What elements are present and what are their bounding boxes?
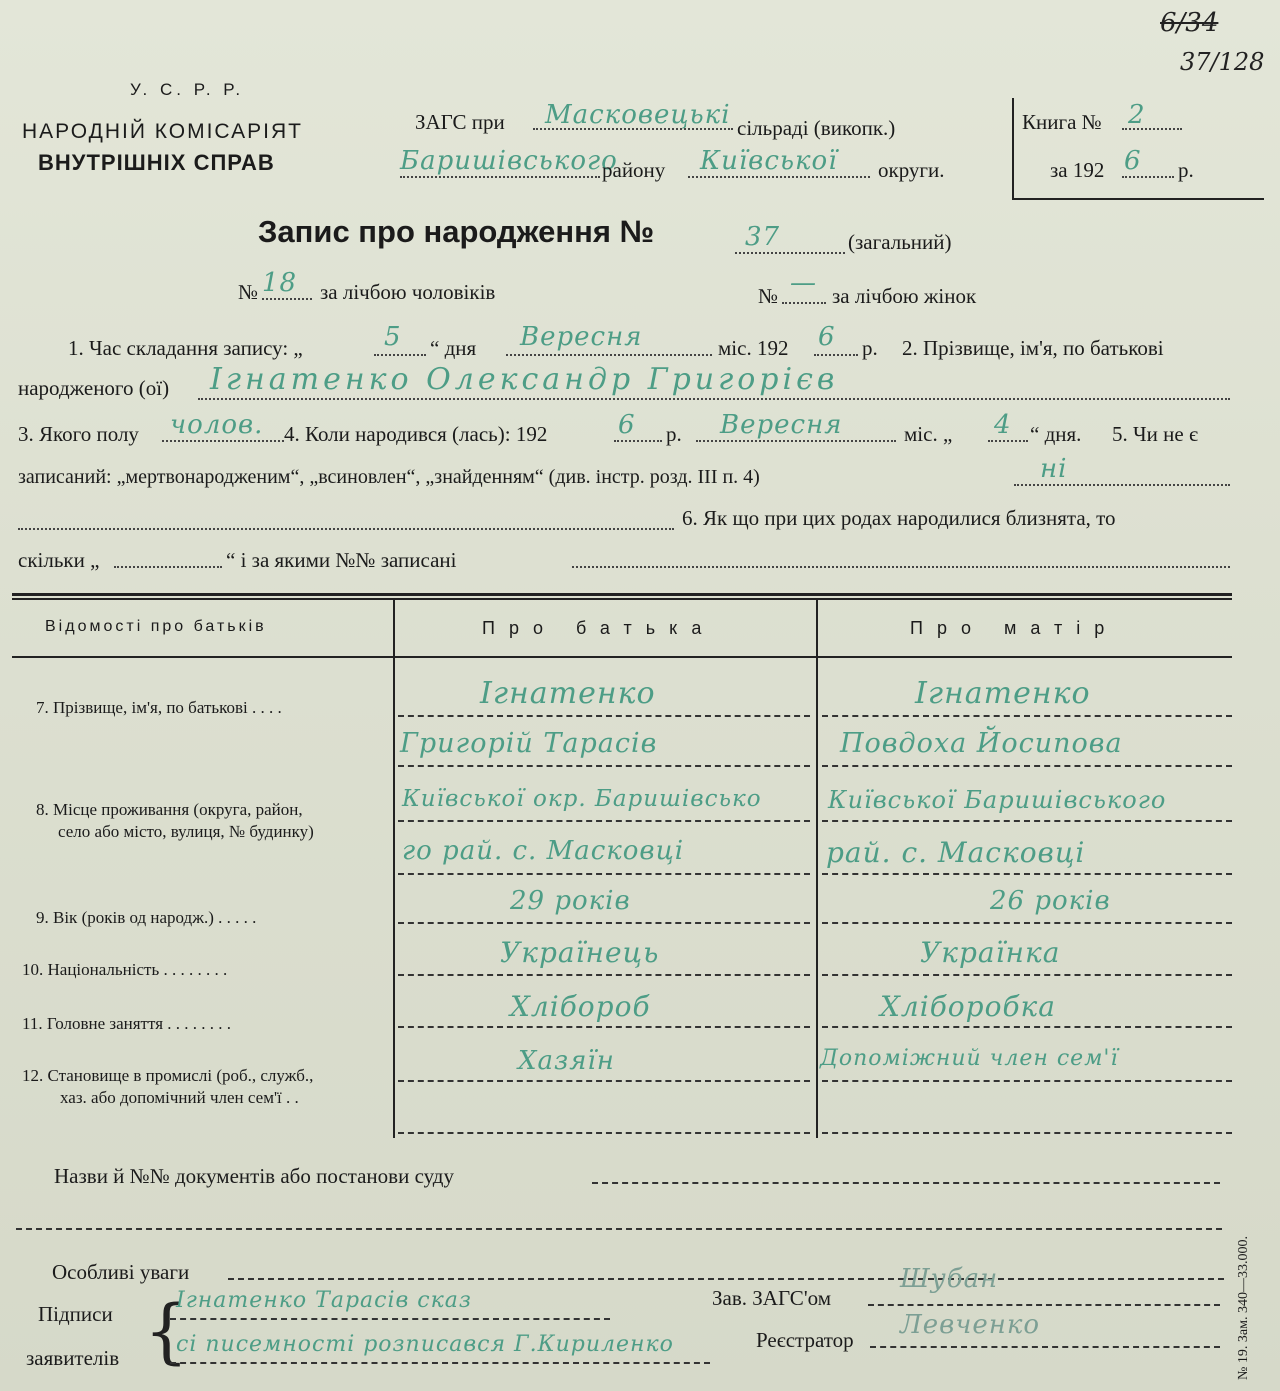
father-line-5 [398, 922, 810, 924]
book-label: Книга № [1022, 110, 1102, 134]
row8-label: 8. Місце проживання (округа, район, [36, 800, 303, 819]
item5-value: ні [1040, 454, 1068, 484]
mother-line-1 [822, 715, 1232, 717]
item4-month-line [696, 440, 896, 442]
item1-day-label: “ дня [430, 336, 477, 360]
item3-line [162, 440, 284, 442]
notes-line [228, 1278, 1224, 1280]
mother-residence-2: рай. с. Масковці [826, 836, 1086, 869]
row11-label: 11. Головне заняття . . . . . . . . [22, 1014, 232, 1033]
item1-label: 1. Час складання запису: „ [68, 336, 303, 360]
zags-head-line [868, 1304, 1220, 1306]
signature-line-1 [170, 1318, 610, 1320]
item1-year: 6 [818, 322, 836, 352]
archive-number-top: 6/34 [1160, 8, 1219, 38]
father-name-1: Ігнатенко [480, 676, 656, 711]
mother-line-4 [822, 873, 1232, 875]
item1-year-suffix: р. [862, 336, 878, 360]
zags-suffix: сільраді (викопк.) [737, 116, 896, 140]
item6-label: 6. Як що при цих родах народилися близнята, то [682, 506, 1116, 530]
record-title-suffix: (загальний) [848, 230, 952, 254]
item4-day: 4 [994, 410, 1012, 440]
registrar-label: Реєстратор [756, 1328, 854, 1352]
table-col-divider-2 [816, 598, 818, 1138]
women-number-line [782, 302, 826, 304]
signature-applicant-2: сі писемності розписався Г.Кириленко [176, 1332, 674, 1357]
zags-head-label: Зав. ЗАГС'ом [712, 1286, 831, 1310]
row7-label: 7. Прізвище, ім'я, по батькові . . . . [36, 698, 282, 717]
mother-line-6 [822, 974, 1232, 976]
col-header-mother: Про матір [910, 618, 1119, 638]
item2-value: Ігнатенко Олександр Григорієв [210, 362, 839, 397]
signatures-label-1: Підписи [38, 1302, 113, 1326]
mother-line-8 [822, 1080, 1232, 1082]
item5-line [1014, 484, 1230, 486]
item1-month-line [506, 354, 712, 356]
mother-residence-1: Київської Баришівського [828, 786, 1167, 814]
item4-day-label: “ дня. [1030, 422, 1082, 446]
table-top-rule-1 [12, 593, 1232, 596]
item1-month-label: міс. 192 [718, 336, 789, 360]
okrug-label: округи. [878, 158, 945, 182]
mother-occupation: Хліборобка [880, 990, 1056, 1023]
mother-line-2 [822, 765, 1232, 767]
zags-prefix: ЗАГС при [415, 110, 505, 134]
mother-status: Допоміжний член сем'ї [820, 1046, 1119, 1071]
men-label: за лічбою чоловіків [320, 280, 496, 304]
father-age: 29 років [510, 886, 631, 916]
item4-label: 4. Коли народився (лась): 192 [284, 422, 548, 446]
record-number: 37 [745, 222, 781, 252]
item2-line [198, 398, 1230, 400]
book-year-prefix: за 192 [1050, 158, 1105, 182]
father-line-2 [398, 765, 810, 767]
men-prefix: № [238, 280, 259, 304]
item4-year: 6 [618, 410, 636, 440]
table-top-rule-2 [12, 598, 1232, 600]
district-line [400, 176, 600, 178]
women-prefix: № [758, 284, 779, 308]
father-name-2: Григорій Тарасів [400, 728, 658, 759]
item3-value: чолов. [170, 410, 264, 440]
item2-label: 2. Прізвище, ім'я, по батькові [902, 336, 1164, 360]
father-status: Хазяїн [518, 1046, 615, 1076]
item1-day: 5 [384, 322, 402, 352]
signatures-brace: { [144, 1290, 189, 1372]
men-number-line [262, 298, 312, 300]
father-residence-1: Київської окр. Баришівсько [402, 786, 762, 812]
col-header-father: Про батька [482, 618, 716, 638]
registrar-line [870, 1346, 1220, 1348]
print-mark: № 19. Зам. 340—33.000. [1236, 1236, 1251, 1380]
women-label: за лічбою жінок [832, 284, 977, 308]
row12-label2: хаз. або допомічний член сем'ї . . [60, 1088, 299, 1107]
item1-day-line [374, 354, 426, 356]
item1-month: Вересня [520, 322, 643, 352]
book-year-suffix: р. [1178, 158, 1194, 182]
item5-label2: записаний: „мертвонародженим“, „всиновлен“, „знайденням“ (див. інстр. розд. III п. 4) [18, 466, 760, 488]
table-col-divider-1 [393, 598, 395, 1138]
record-number-line [735, 252, 845, 254]
father-line-3 [398, 820, 810, 822]
book-year-line [1122, 176, 1174, 178]
record-title: Запис про народження № [258, 214, 655, 249]
father-line-9 [398, 1132, 810, 1134]
item3-label: 3. Якого полу [18, 422, 139, 446]
father-line-8 [398, 1080, 810, 1082]
item4-month-label: міс. „ [904, 422, 953, 446]
mother-line-9 [822, 1132, 1232, 1134]
commissariat-line2: ВНУТРІШНІХ СПРАВ [38, 150, 275, 175]
father-line-7 [398, 1026, 810, 1028]
district-label: району [602, 158, 666, 182]
documents-line-2 [16, 1228, 1222, 1230]
row12-label: 12. Становище в промислі (роб., служб., [22, 1066, 314, 1085]
ussr-label: У. С. Р. Р. [130, 80, 245, 99]
row10-label: 10. Національність . . . . . . . . [22, 960, 228, 979]
father-line-1 [398, 715, 810, 717]
row8-label2: село або місто, вулиця, № будинку) [58, 822, 314, 841]
documents-label: Назви й №№ документів або постанови суду [54, 1164, 454, 1188]
item5-label: 5. Чи не є [1112, 422, 1198, 446]
commissariat-line1: НАРОДНІЙ КОМІСАРІЯТ [22, 120, 303, 143]
row9-label: 9. Вік (років од народж.) . . . . . [36, 908, 257, 927]
mother-line-3 [822, 820, 1232, 822]
col-header-info: Відомості про батьків [45, 618, 267, 635]
book-year-digit: 6 [1124, 146, 1142, 176]
item6-label2: скільки „ [18, 548, 100, 572]
item4-year-suffix: р. [666, 422, 682, 446]
item6-count-line [114, 566, 222, 568]
okrug-hand: Київської [700, 146, 838, 176]
signatures-label-2: заявителів [26, 1346, 120, 1370]
father-line-4 [398, 873, 810, 875]
archive-number-bottom: 37/128 [1180, 48, 1265, 76]
mother-nationality: Українка [920, 936, 1061, 969]
item2-label2: народженого (ої) [18, 376, 170, 400]
registrar-signature: Левченко [900, 1310, 1041, 1340]
women-number: — [790, 268, 817, 298]
signature-applicant-1: Ігнатенко Тарасів сказ [176, 1288, 472, 1313]
notes-label: Особливі уваги [52, 1260, 190, 1284]
mother-age: 26 років [990, 886, 1111, 916]
mother-name-1: Ігнатенко [915, 676, 1091, 711]
table-header-rule [12, 656, 1232, 658]
zags-hand: Масковецькі [545, 100, 731, 130]
mother-line-7 [822, 1026, 1232, 1028]
district-hand: Баришівського [400, 146, 618, 176]
signature-line-2 [170, 1362, 710, 1364]
item6-label3: “ і за якими №№ записані [226, 548, 457, 572]
father-occupation: Хлібороб [510, 990, 651, 1023]
okrug-line [688, 176, 870, 178]
father-residence-2: го рай. с. Масковці [402, 836, 685, 866]
father-nationality: Українець [500, 936, 660, 969]
item5-continuation-line [18, 528, 674, 530]
mother-name-2: Повдоха Йосипова [840, 728, 1123, 759]
item4-year-line [614, 440, 662, 442]
book-number: 2 [1128, 100, 1146, 130]
father-line-6 [398, 974, 810, 976]
item4-day-line [988, 440, 1028, 442]
item6-numbers-line [572, 566, 1230, 568]
documents-line [592, 1182, 1220, 1184]
zags-head-signature: Шубан [900, 1264, 999, 1294]
item4-month: Вересня [720, 410, 843, 440]
men-number: 18 [262, 268, 298, 298]
mother-line-5 [822, 922, 1232, 924]
item1-year-line [814, 354, 858, 356]
